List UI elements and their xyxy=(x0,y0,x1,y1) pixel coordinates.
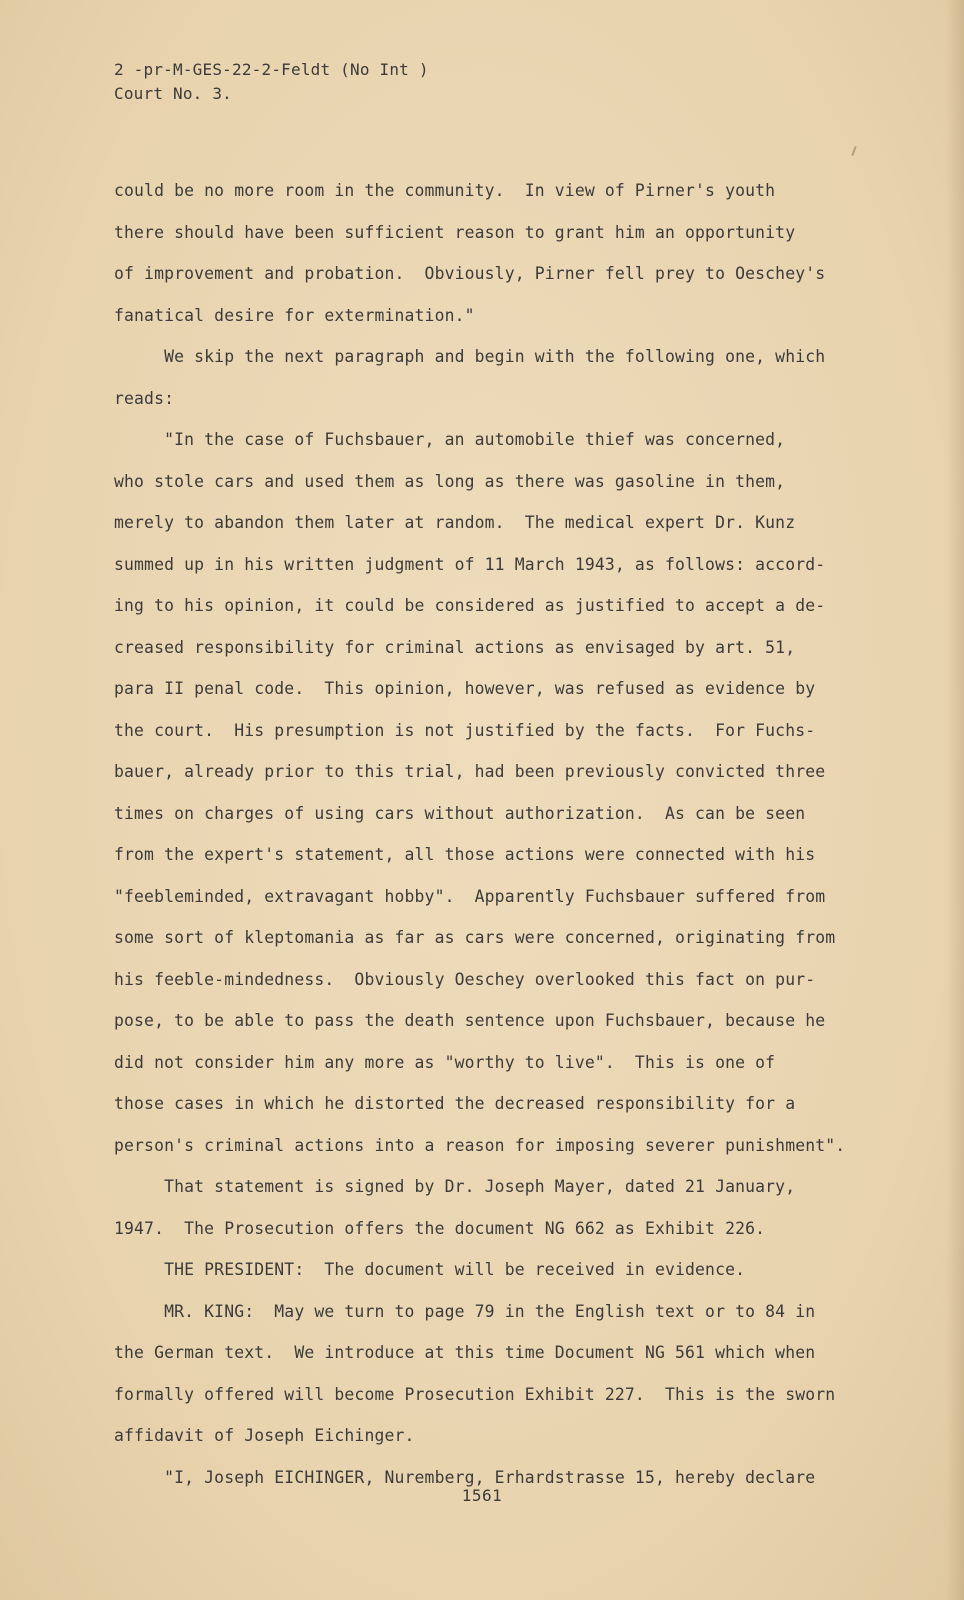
text-line: reads: xyxy=(114,388,175,408)
text-line: summed up in his written judgment of 11 March 1943, as follows: accord- xyxy=(114,554,826,574)
text-line: from the expert's statement, all those actions were connected with his xyxy=(114,845,816,864)
page-number: 1561 xyxy=(461,1486,503,1505)
header-court-line: Court No. 3. xyxy=(114,84,232,103)
text-line: THE PRESIDENT: The document will be received in evidence. xyxy=(114,1260,746,1279)
text-line: para II penal code. This opinion, however, was refused as evidence by xyxy=(114,679,816,698)
text-line: "feebleminded, extravagant hobby". Apparently Fuchsbauer suffered from xyxy=(114,886,826,906)
text-line: ing to his opinion, it could be considered as justified to accept a de- xyxy=(114,596,826,615)
text-line: who stole cars and used them as long as there was gasoline in them, xyxy=(114,471,786,491)
text-line: formally offered will become Prosecution Exhibit 227. This is the sworn xyxy=(114,1384,836,1404)
text-line: the German text. We introduce at this time Document NG 561 which when xyxy=(114,1343,816,1362)
text-line: times on charges of using cars without authorization. As can be seen xyxy=(114,803,806,823)
text-line: MR. KING: May we turn to page 79 in the English text or to 84 in xyxy=(114,1301,816,1321)
text-line: creased responsibility for criminal actions as envisaged by art. 51, xyxy=(114,637,796,657)
text-line: fanatical desire for extermination." xyxy=(114,305,475,325)
text-line: bauer, already prior to this trial, had been previously convicted three xyxy=(114,762,826,781)
text-line: could be no more room in the community. In view of Pirner's youth xyxy=(114,181,776,200)
text-line: some sort of kleptomania as far as cars were concerned, originating from xyxy=(114,928,836,947)
header-docket-line: 2 -pr-M-GES-22-2-Feldt (No Int ) xyxy=(114,60,429,79)
page-edge-shadow xyxy=(946,0,964,1600)
transcript-body xyxy=(114,170,874,1498)
text-line: did not consider him any more as "worthy to live". This is one of xyxy=(114,1052,776,1072)
text-line: affidavit of Joseph Eichinger. xyxy=(114,1426,415,1445)
text-line: his feeble-mindedness. Obviously Oeschey overlooked this fact on pur- xyxy=(114,969,816,989)
text-line: That statement is signed by Dr. Joseph Mayer, dated 21 January, xyxy=(114,1177,796,1196)
text-line: pose, to be able to pass the death sentence upon Fuchsbauer, because he xyxy=(114,1011,826,1030)
text-line: "I, Joseph EICHINGER, Nuremberg, Erhardstrasse 15, hereby declare xyxy=(114,1467,816,1487)
text-line: "In the case of Fuchsbauer, an automobile thief was concerned, xyxy=(114,430,786,449)
text-line: of improvement and probation. Obviously, Pirner fell prey to Oeschey's xyxy=(114,264,826,283)
text-line: We skip the next paragraph and begin with the following one, which xyxy=(114,347,826,366)
text-line: there should have been sufficient reason to grant him an opportunity xyxy=(114,222,796,242)
text-line: person's criminal actions into a reason for imposing severer punishment". xyxy=(114,1135,846,1155)
text-line: the court. His presumption is not justified by the facts. For Fuchs- xyxy=(114,720,816,740)
text-line: those cases in which he distorted the decreased responsibility for a xyxy=(114,1094,796,1113)
text-line: merely to abandon them later at random. The medical expert Dr. Kunz xyxy=(114,513,796,532)
document-header xyxy=(114,58,429,106)
pencil-mark xyxy=(851,146,856,156)
text-line: 1947. The Prosecution offers the document NG 662 as Exhibit 226. xyxy=(114,1218,766,1238)
